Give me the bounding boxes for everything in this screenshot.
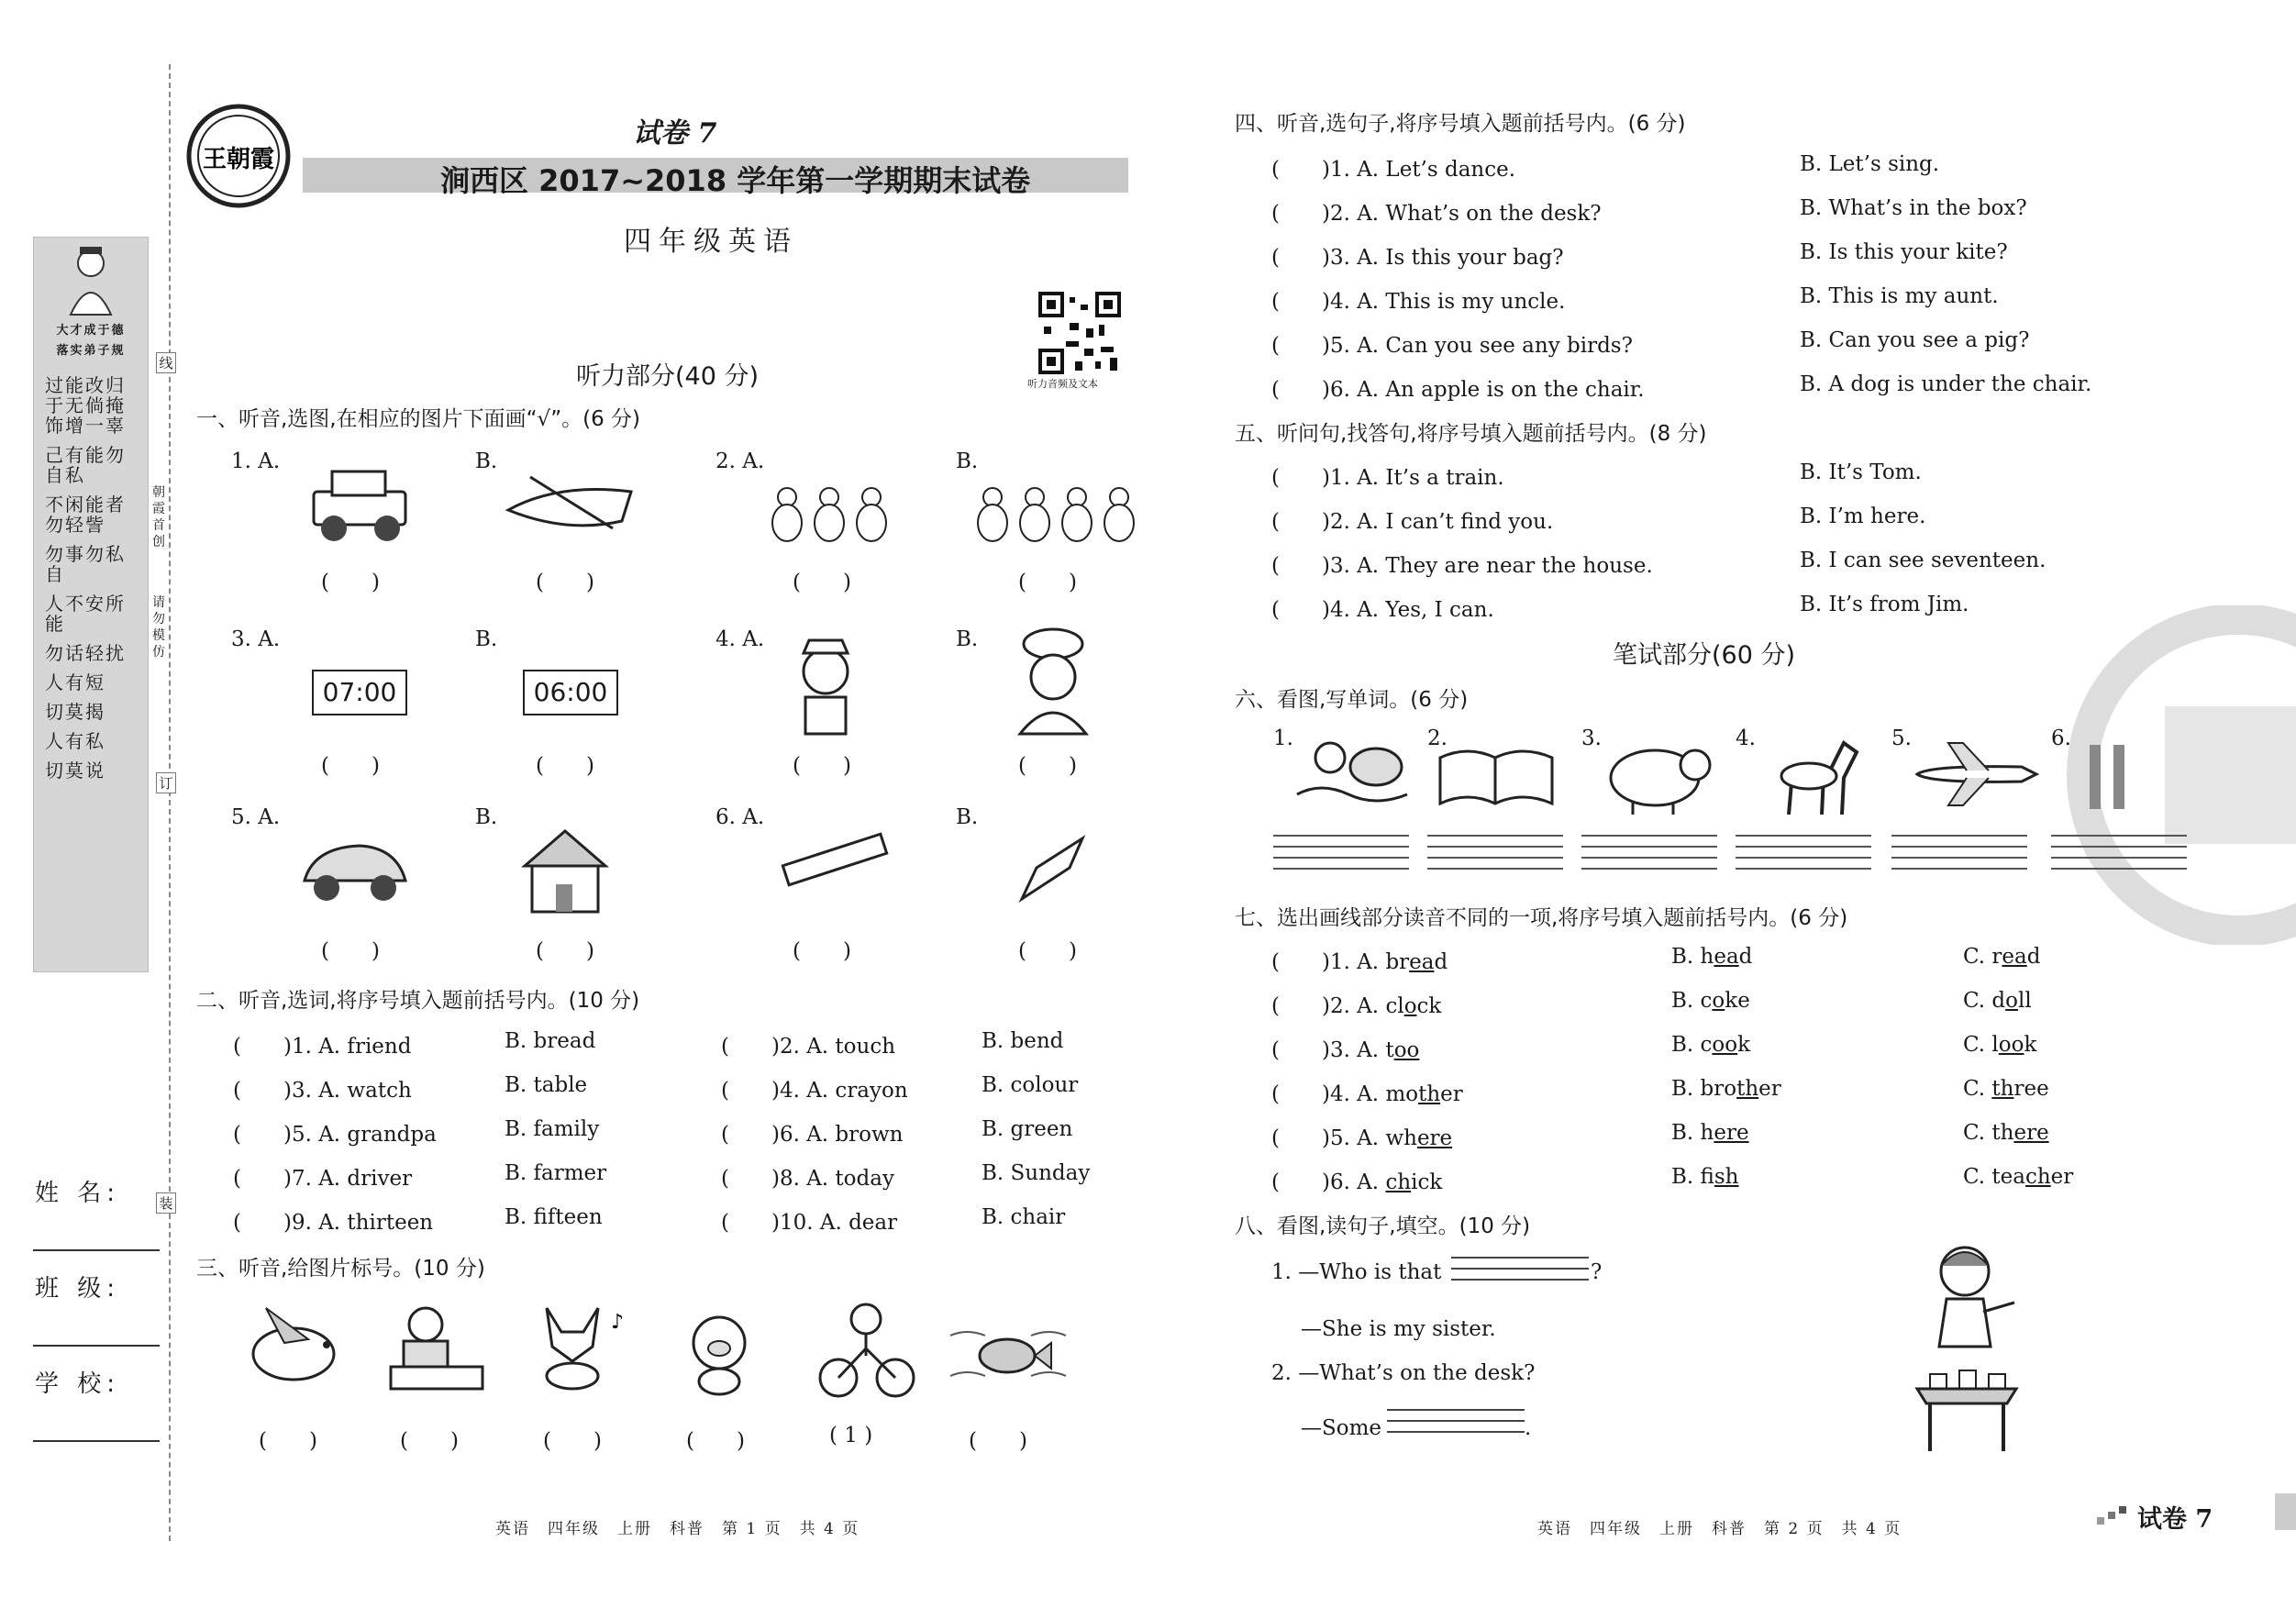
s4-option-b: B. This is my aunt. bbox=[1800, 284, 1999, 308]
s2-option-b: B. farmer bbox=[505, 1161, 607, 1185]
s4-option-a[interactable]: ( )5. A. Can you see any birds? bbox=[1271, 334, 1633, 358]
s7-option-c: C. look bbox=[1963, 1033, 2037, 1057]
house-icon bbox=[519, 826, 611, 917]
s4-option-b: B. Can you see a pig? bbox=[1800, 328, 2030, 352]
s5-option-b: B. I’m here. bbox=[1800, 505, 1926, 528]
section-6-title: 六、看图,写单词。(6 分) bbox=[1235, 688, 1469, 712]
s7-option-c: C. read bbox=[1963, 945, 2041, 969]
s6-num: 2. bbox=[1427, 726, 1447, 750]
s7-option-c: C. teacher bbox=[1963, 1165, 2074, 1189]
answer-paren[interactable]: ( ) bbox=[969, 1429, 1027, 1453]
s5-option-a[interactable]: ( )3. A. They are near the house. bbox=[1271, 554, 1653, 578]
maxim: 勿事勿私自 bbox=[45, 543, 126, 585]
write-lines[interactable] bbox=[2051, 835, 2187, 879]
write-lines[interactable] bbox=[1736, 835, 1871, 879]
q1-b-label: B. bbox=[475, 449, 498, 473]
s8-a2-blank[interactable] bbox=[1387, 1409, 1525, 1442]
exam-number: 试卷 7 bbox=[633, 117, 717, 150]
corner-exam-label: 试卷 7 bbox=[2137, 1505, 2213, 1534]
s6-num: 1. bbox=[1273, 726, 1293, 750]
scholar-icon bbox=[61, 243, 120, 316]
answer-paren[interactable]: ( ) bbox=[793, 754, 851, 778]
nurse-icon bbox=[780, 633, 871, 743]
write-lines[interactable] bbox=[1891, 835, 2027, 879]
s6-num: 6. bbox=[2051, 726, 2071, 750]
left-page-footer: 英语 四年级 上册 科普 第 1 页 共 4 页 bbox=[495, 1520, 860, 1538]
s2-option-b: B. fifteen bbox=[505, 1205, 603, 1229]
sheep-icon bbox=[1600, 734, 1719, 816]
s2-option-b: B. bend bbox=[982, 1029, 1064, 1053]
s2-question[interactable]: ( )2. A. touch bbox=[721, 1035, 896, 1059]
qr-code-icon[interactable] bbox=[1038, 292, 1121, 374]
listening-part-title: 听力部分(40 分) bbox=[576, 362, 760, 391]
jeep-icon bbox=[305, 464, 415, 547]
maxim: 过能改归于无倘掩饰增一辜 bbox=[45, 374, 126, 437]
school-label: 学 校: bbox=[35, 1370, 121, 1398]
right-page-footer: 英语 四年级 上册 科普 第 2 页 共 4 页 bbox=[1537, 1520, 1902, 1538]
answer-paren[interactable]: ( ) bbox=[793, 571, 851, 594]
answer-paren[interactable]: ( ) bbox=[321, 754, 380, 778]
s2-option-b: B. Sunday bbox=[982, 1161, 1091, 1185]
exam-subtitle: 四年级英语 bbox=[624, 226, 798, 258]
s2-question[interactable]: ( )4. A. crayon bbox=[721, 1079, 908, 1103]
maxim: 人不安所能 bbox=[45, 593, 126, 635]
number-eleven-icon bbox=[2082, 739, 2137, 813]
vertical-note: 朝霞首创 bbox=[152, 485, 165, 549]
answer-paren[interactable]: ( ) bbox=[321, 939, 380, 963]
maxim: 切莫说 bbox=[45, 760, 105, 782]
maxim: 勿话轻扰 bbox=[45, 642, 126, 664]
answer-paren[interactable]: ( ) bbox=[536, 754, 594, 778]
section-5-title: 五、听问句,找答句,将序号填入题前括号内。(8 分) bbox=[1235, 422, 1707, 446]
s7-option-b: B. brother bbox=[1671, 1077, 1781, 1101]
s7-option-b: B. here bbox=[1671, 1121, 1749, 1145]
qr-caption: 听力音频及文本 bbox=[1027, 378, 1098, 390]
fish-icon bbox=[948, 1317, 1068, 1391]
ruler-icon bbox=[780, 831, 890, 895]
q4-a-label: 4. A. bbox=[715, 627, 765, 651]
airplane-icon bbox=[1912, 738, 2040, 811]
s2-question[interactable]: ( )10. A. dear bbox=[721, 1211, 898, 1235]
car-icon bbox=[295, 829, 415, 912]
s4-option-b: B. A dog is under the chair. bbox=[1800, 372, 2092, 396]
q6-b-label: B. bbox=[956, 805, 979, 829]
s8-a1: —She is my sister. bbox=[1301, 1317, 1496, 1341]
maxim: 人有私 bbox=[45, 730, 105, 752]
s7-option-a[interactable]: ( )1. A. bread bbox=[1271, 950, 1448, 974]
section-1-title: 一、听音,选图,在相应的图片下面画“√”。(6 分) bbox=[196, 407, 640, 431]
motto-line-1: 大才成于德 bbox=[56, 324, 126, 338]
s2-question[interactable]: ( )8. A. today bbox=[721, 1167, 894, 1191]
answer-paren[interactable]: ( ) bbox=[543, 1429, 602, 1453]
s7-option-b: B. coke bbox=[1671, 989, 1750, 1013]
q3-a-label: 3. A. bbox=[231, 627, 281, 651]
s8-a2: —Some bbox=[1301, 1416, 1382, 1440]
answer-paren[interactable]: ( ) bbox=[1018, 571, 1077, 594]
s4-option-a[interactable]: ( )4. A. This is my uncle. bbox=[1271, 290, 1566, 314]
s5-option-b: B. It’s Tom. bbox=[1800, 460, 1922, 484]
s6-num: 4. bbox=[1736, 726, 1756, 750]
s5-option-b: B. It’s from Jim. bbox=[1800, 593, 1969, 616]
corner-dots-icon bbox=[2095, 1504, 2132, 1526]
seal-mark: 装 bbox=[156, 1192, 176, 1214]
bird-icon bbox=[238, 1303, 358, 1394]
q2-a-label: 2. A. bbox=[715, 449, 765, 473]
answer-paren[interactable]: ( ) bbox=[536, 939, 594, 963]
exam-title: 涧西区 2017~2018 学年第一学期期末试卷 bbox=[440, 163, 1031, 198]
vertical-note: 请勿模仿 bbox=[152, 595, 165, 660]
s4-option-a[interactable]: ( )2. A. What’s on the desk? bbox=[1271, 202, 1602, 226]
s4-option-a[interactable]: ( )1. A. Let’s dance. bbox=[1271, 158, 1516, 182]
q2-b-label: B. bbox=[956, 449, 979, 473]
s4-option-b: B. Let’s sing. bbox=[1800, 152, 1940, 176]
answer-paren[interactable]: ( ) bbox=[686, 1429, 745, 1453]
monkey-cycling-icon bbox=[816, 1301, 917, 1402]
s4-option-a[interactable]: ( )6. A. An apple is on the chair. bbox=[1271, 378, 1645, 402]
logo-text: 王朝霞 bbox=[202, 146, 275, 173]
s8-q1-end: ? bbox=[1591, 1260, 1603, 1284]
s5-option-a[interactable]: ( )4. A. Yes, I can. bbox=[1271, 598, 1494, 622]
s2-option-b: B. bread bbox=[505, 1029, 596, 1053]
s4-option-b: B. Is this your kite? bbox=[1800, 240, 2008, 264]
section-4-title: 四、听音,选句子,将序号填入题前括号内。(6 分) bbox=[1235, 112, 1686, 136]
motto-line-2: 落实弟子规 bbox=[56, 344, 126, 358]
s2-question[interactable]: ( )7. A. driver bbox=[233, 1167, 413, 1191]
s2-option-b: B. chair bbox=[982, 1205, 1066, 1229]
s2-option-b: B. family bbox=[505, 1117, 600, 1141]
answer-paren[interactable]: ( ) bbox=[793, 939, 851, 963]
s6-num: 5. bbox=[1891, 726, 1912, 750]
s7-option-c: C. doll bbox=[1963, 989, 2032, 1013]
girl-pointing-icon bbox=[1919, 1238, 2020, 1348]
three-ducklings-icon bbox=[767, 477, 895, 550]
written-part-title: 笔试部分(60 分) bbox=[1613, 641, 1796, 670]
answer-paren[interactable]: ( ) bbox=[1018, 754, 1077, 778]
answer-paren[interactable]: ( ) bbox=[400, 1429, 459, 1453]
s2-question[interactable]: ( )9. A. thirteen bbox=[233, 1211, 434, 1235]
four-ducklings-icon bbox=[972, 477, 1147, 550]
s7-option-a[interactable]: ( )2. A. clock bbox=[1271, 994, 1442, 1018]
s2-option-b: B. table bbox=[505, 1073, 588, 1097]
s2-question[interactable]: ( )5. A. grandpa bbox=[233, 1123, 437, 1147]
s8-q2: 2. —What’s on the desk? bbox=[1271, 1361, 1536, 1385]
answer-paren[interactable]: ( ) bbox=[321, 571, 380, 594]
section-3-title: 三、听音,给图片标号。(10 分) bbox=[196, 1257, 485, 1281]
answer-paren[interactable]: ( ) bbox=[536, 571, 594, 594]
s5-option-a[interactable]: ( )1. A. It’s a train. bbox=[1271, 466, 1504, 490]
s6-num: 3. bbox=[1581, 726, 1602, 750]
pig-icon bbox=[673, 1306, 765, 1398]
name-label: 姓 名: bbox=[35, 1180, 121, 1207]
s2-question[interactable]: ( )3. A. watch bbox=[233, 1079, 412, 1103]
cook-icon bbox=[1007, 627, 1099, 738]
s8-a2-end: . bbox=[1525, 1416, 1532, 1440]
s8-q1-blank[interactable] bbox=[1451, 1257, 1589, 1290]
class-field[interactable] bbox=[33, 1345, 160, 1347]
maxim: 不闲能者勿轻訾 bbox=[45, 494, 126, 536]
q3-b-label: B. bbox=[475, 627, 498, 651]
s5-option-b: B. I can see seventeen. bbox=[1800, 549, 2046, 572]
q6-a-label: 6. A. bbox=[715, 805, 765, 829]
s7-option-c: C. there bbox=[1963, 1121, 2049, 1145]
write-lines[interactable] bbox=[1273, 835, 1409, 879]
write-lines[interactable] bbox=[1427, 835, 1563, 879]
s7-option-c: C. three bbox=[1963, 1077, 2049, 1101]
s7-option-a[interactable]: ( )6. A. chick bbox=[1271, 1170, 1443, 1194]
seal-mark: 订 bbox=[156, 772, 176, 793]
knife-icon bbox=[1018, 831, 1092, 904]
s7-option-b: B. head bbox=[1671, 945, 1753, 969]
class-label: 班 级: bbox=[35, 1275, 121, 1303]
s2-option-b: B. green bbox=[982, 1117, 1073, 1141]
music-note-icon: ♪ bbox=[611, 1311, 625, 1334]
section-2-title: 二、听音,选词,将序号填入题前括号内。(10 分) bbox=[196, 989, 640, 1013]
answer-paren[interactable]: ( 1 ) bbox=[829, 1424, 873, 1447]
s7-option-a[interactable]: ( )4. A. mother bbox=[1271, 1082, 1463, 1106]
clock-a: 07:00 bbox=[312, 670, 407, 715]
book-icon bbox=[1435, 739, 1558, 813]
q5-b-label: B. bbox=[475, 805, 498, 829]
section-8-title: 八、看图,读句子,填空。(10 分) bbox=[1235, 1214, 1531, 1238]
brand-logo-icon bbox=[183, 101, 294, 211]
horse-icon bbox=[1765, 730, 1866, 822]
binding-line bbox=[169, 64, 171, 1541]
table-with-cups-icon bbox=[1912, 1361, 2022, 1453]
s4-option-b: B. What’s in the box? bbox=[1800, 196, 2027, 220]
s2-question[interactable]: ( )6. A. brown bbox=[721, 1123, 904, 1147]
seal-mark: 线 bbox=[156, 352, 176, 373]
s7-option-a[interactable]: ( )3. A. too bbox=[1271, 1038, 1420, 1062]
maxim: 己有能勿自私 bbox=[45, 444, 126, 486]
school-field[interactable] bbox=[33, 1440, 160, 1442]
q1-a-label: 1. A. bbox=[231, 449, 281, 473]
maxim: 人有短 bbox=[45, 671, 105, 693]
section-7-title: 七、选出画线部分读音不同的一项,将序号填入题前括号内。(6 分) bbox=[1235, 906, 1848, 930]
boat-icon bbox=[503, 464, 640, 547]
corner-bar bbox=[2275, 1493, 2296, 1530]
s7-option-a[interactable]: ( )5. A. where bbox=[1271, 1126, 1453, 1150]
s7-option-b: B. fish bbox=[1671, 1165, 1739, 1189]
fox-icon bbox=[528, 1301, 629, 1392]
clock-b: 06:00 bbox=[523, 670, 618, 715]
sidebar-panel bbox=[33, 237, 149, 972]
s5-option-a[interactable]: ( )2. A. I can’t find you. bbox=[1271, 510, 1554, 534]
s7-option-b: B. cook bbox=[1671, 1033, 1751, 1057]
s8-q1: 1. —Who is that bbox=[1271, 1260, 1442, 1284]
answer-paren[interactable]: ( ) bbox=[1018, 939, 1077, 963]
q4-b-label: B. bbox=[956, 627, 979, 651]
boy-reading-icon bbox=[385, 1303, 486, 1394]
write-lines[interactable] bbox=[1581, 835, 1717, 879]
s2-question[interactable]: ( )1. A. friend bbox=[233, 1035, 412, 1059]
maxim: 切莫揭 bbox=[45, 701, 105, 723]
swimming-icon bbox=[1293, 730, 1413, 813]
answer-paren[interactable]: ( ) bbox=[259, 1429, 317, 1453]
maxims-list bbox=[45, 375, 140, 790]
s2-option-b: B. colour bbox=[982, 1073, 1079, 1097]
name-field[interactable] bbox=[33, 1249, 160, 1251]
s4-option-a[interactable]: ( )3. A. Is this your bag? bbox=[1271, 246, 1564, 270]
q5-a-label: 5. A. bbox=[231, 805, 281, 829]
